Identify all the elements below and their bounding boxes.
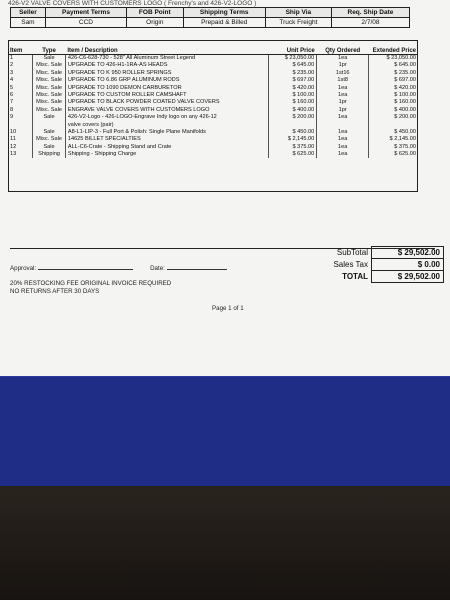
cell-description: UPGRADE TO 426-H1-1RA-AS HEADS (65, 62, 268, 69)
cell-type: Shipping (33, 151, 66, 158)
header-col-req-ship-date: Req. Ship Date (331, 8, 409, 18)
cell-item: 12 (8, 144, 33, 151)
cell-extended-price: $ 625.00 (394, 151, 416, 158)
order-header-table (10, 7, 410, 28)
cell-qty: 1ea (317, 92, 369, 99)
cell-qty: 1ea (317, 136, 369, 143)
cell-description: UPGRADE TO 1090 DEMON CARBURETOR (65, 85, 268, 92)
background-surface (0, 486, 450, 600)
cell-qty: 1ea (317, 144, 369, 151)
cell-description: 14625 BILLET SPECIALTIES (65, 136, 268, 143)
cell-unit-price: $ 420.00 (269, 85, 317, 92)
header-col-seller: Seller (11, 8, 46, 18)
cell-extended-price: $ 645.00 (394, 62, 416, 69)
cell-type: Sale (33, 55, 66, 63)
restocking-fee-note: 20% RESTOCKING FEE ORIGINAL INVOICE REQUIRED (10, 280, 172, 287)
approval-line (10, 263, 227, 272)
total-value: $ 29,502.00 (372, 271, 444, 283)
cell-extended-price: $ 200.00 (394, 114, 416, 121)
cell-qty: 1ea (317, 55, 369, 63)
cell-extended-price: $ 2,145.00 (389, 136, 416, 143)
cell-type: Sale (33, 129, 66, 136)
header-val-payment-terms: CCD (45, 18, 126, 28)
header-val-fob-point: Origin (127, 18, 183, 28)
cell-item: 6 (8, 92, 33, 99)
cell-type: Sale (33, 114, 66, 121)
cell-extended-price: $ 375.00 (394, 143, 416, 150)
cell-qty: 1st8 (317, 77, 369, 84)
sales-tax-value: $ 0.00 (372, 259, 444, 271)
header-val-seller: Sam (11, 18, 46, 28)
table-row (8, 85, 418, 92)
table-row (8, 55, 418, 63)
cell-description: ENGRAVE VALVE COVERS WITH CUSTOMERS LOGO (65, 107, 268, 114)
cell-qty: 1ea (317, 85, 369, 92)
table-row (8, 144, 418, 151)
cell-extended-price: $ 697.00 (394, 77, 416, 84)
table-row (8, 129, 418, 136)
cell-qty: 1ea (317, 129, 369, 136)
subtotal-label: SubTotal (336, 248, 368, 257)
cell-type: Misc. Sale (33, 62, 66, 69)
cell-qty: 1pr (317, 99, 369, 106)
col-type: Type (33, 40, 66, 55)
cell-unit-price: $ 23,050.00 (269, 55, 317, 63)
cell-item: 13 (8, 151, 33, 158)
line-items-table (8, 40, 418, 158)
header-col-ship-via: Ship Via (265, 8, 331, 18)
cell-description: valve covers (pair) (65, 122, 268, 129)
col-qty-ordered: Qty Ordered (317, 40, 369, 55)
cell-unit-price: $ 100.00 (269, 92, 317, 99)
cell-unit-price: $ 160.00 (269, 99, 317, 106)
approval-label: Approval: (10, 265, 37, 272)
table-row (8, 107, 418, 114)
table-row (8, 136, 418, 143)
header-val-shipping-terms: Prepaid & Billed (183, 18, 265, 28)
cell-type: Misc. Sale (33, 77, 66, 84)
table-row (8, 62, 418, 69)
cell-qty: 1ea (317, 151, 369, 158)
cell-type (33, 122, 66, 129)
cell-type: Misc. Sale (33, 99, 66, 106)
cell-item: 1 (8, 55, 33, 63)
header-val-ship-via: Truck Freight (265, 18, 331, 28)
cell-extended-price: $ 100.00 (394, 91, 416, 98)
table-row (8, 99, 418, 106)
approval-signature-line (38, 263, 133, 270)
cell-unit-price: $ 375.00 (269, 144, 317, 151)
cell-item: 7 (8, 99, 33, 106)
cell-item: 10 (8, 129, 33, 136)
header-note: 426-V2 VALVE COVERS WITH CUSTOMERS LOGO ( Frenchy's and 426-V2-LOGO ) (8, 0, 257, 7)
cell-item (8, 122, 33, 129)
cell-unit-price: $ 697.00 (269, 77, 317, 84)
col-description: Item / Description (65, 40, 268, 55)
cell-unit-price (269, 122, 317, 129)
cell-unit-price: $ 235.00 (269, 70, 317, 77)
totals-table (305, 246, 444, 283)
cell-description: UPGRADE TO BLACK POWDER COATED VALVE COVERS (65, 99, 268, 106)
table-row (8, 151, 418, 158)
cell-type: Sale (33, 144, 66, 151)
cell-description: ALL-C6-Crate - Shipping Stand and Crate (65, 144, 268, 151)
cell-unit-price: $ 450.00 (269, 129, 317, 136)
cell-extended-price: $ 450.00 (394, 128, 416, 135)
cell-qty (317, 122, 369, 129)
date-label: Date: (150, 265, 165, 272)
cell-description: UPGRADE TO K 950 ROLLER SPRINGS (65, 70, 268, 77)
cell-unit-price: $ 625.00 (269, 151, 317, 158)
cell-unit-price: $ 2,145.00 (269, 136, 317, 143)
cell-type: Misc. Sale (33, 70, 66, 77)
cell-unit-price: $ 200.00 (269, 114, 317, 121)
cell-unit-price: $ 645.00 (269, 62, 317, 69)
table-row (8, 70, 418, 77)
header-col-payment-terms: Payment Terms (45, 8, 126, 18)
table-row (8, 92, 418, 99)
cell-qty: 1st16 (317, 70, 369, 77)
cell-item: 3 (8, 70, 33, 77)
cell-description: Shipping - Shipping Charge (65, 151, 268, 158)
date-line (167, 263, 227, 270)
cell-description: 426-V2-Logo - 426-LOGO-Engrave Indy logo on any 426-12 (65, 114, 268, 121)
cell-qty: 1pr (317, 107, 369, 114)
table-row (8, 114, 418, 121)
cell-type: Misc. Sale (33, 136, 66, 143)
page-number: Page 1 of 1 (212, 305, 244, 312)
no-returns-note: NO RETURNS AFTER 30 DAYS (10, 288, 100, 295)
col-unit-price: Unit Price (269, 40, 317, 55)
header-col-shipping-terms: Shipping Terms (183, 8, 265, 18)
cell-type: Misc. Sale (33, 92, 66, 99)
cell-item: 2 (8, 62, 33, 69)
cell-unit-price: $ 400.00 (269, 107, 317, 114)
cell-description: 426-C6-628-730 - 528" All Aluminum Street Legend (65, 55, 268, 63)
col-extended-price: Extended Price (369, 40, 418, 55)
table-row (8, 77, 418, 84)
cell-item: 8 (8, 107, 33, 114)
blue-folder (0, 376, 450, 487)
cell-qty: 1ea (317, 114, 369, 121)
cell-extended-price: $ 23,050.00 (386, 55, 416, 61)
header-col-fob-point: FOB Point (127, 8, 183, 18)
cell-item: 5 (8, 85, 33, 92)
cell-description: UPGRADE TO CUSTOM ROLLER CAMSHAFT (65, 92, 268, 99)
cell-type: Misc. Sale (33, 107, 66, 114)
sales-tax-label: Sales Tax (333, 260, 368, 269)
table-row (8, 122, 418, 129)
cell-extended-price (369, 122, 418, 129)
cell-item: 9 (8, 114, 33, 121)
cell-description: UPGRADE TO 6.86 GRP ALUMINUM RODS (65, 77, 268, 84)
col-item: Item (8, 40, 33, 55)
cell-extended-price: $ 235.00 (394, 69, 416, 76)
total-label: TOTAL (342, 272, 368, 281)
cell-description: A8-L1-LIP-3 - Full Port & Polish: Single Plane Manifolds (65, 129, 268, 136)
header-val-req-ship-date: 2/7/08 (331, 18, 409, 28)
cell-item: 4 (8, 77, 33, 84)
cell-extended-price: $ 160.00 (394, 99, 416, 106)
cell-qty: 1pr (317, 62, 369, 69)
cell-extended-price: $ 400.00 (394, 106, 416, 113)
cell-extended-price: $ 420.00 (394, 84, 416, 91)
cell-type: Misc. Sale (33, 85, 66, 92)
cell-item: 11 (8, 136, 33, 143)
subtotal-value: $ 29,502.00 (372, 247, 444, 259)
